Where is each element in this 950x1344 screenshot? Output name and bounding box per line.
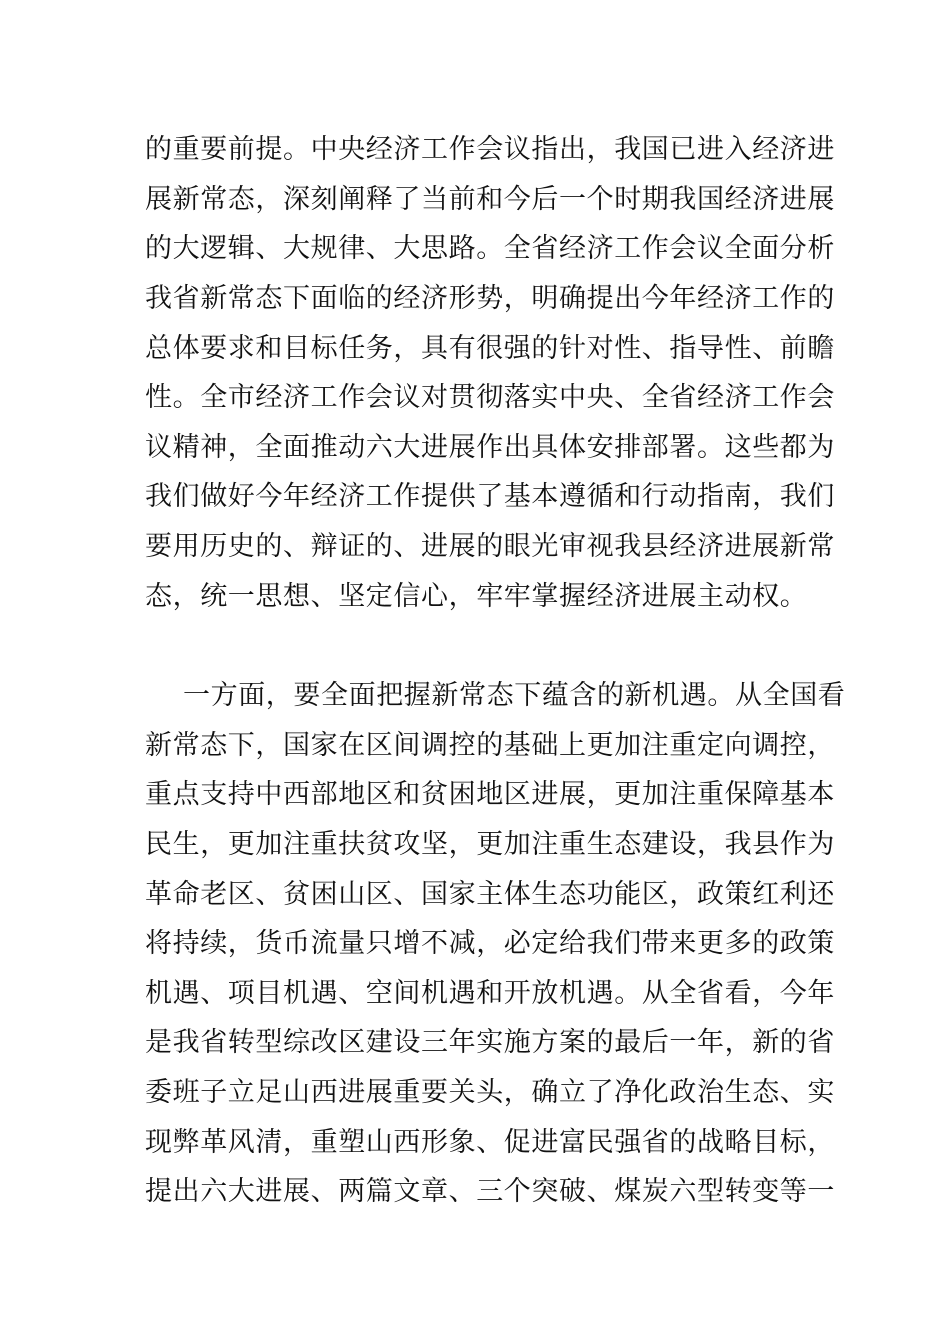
paragraph-1-line: 议精神，全面推动六大进展作出具体安排部署。这些都为 [145, 432, 835, 463]
paragraph-1-line: 我们做好今年经济工作提供了基本遵循和行动指南，我们 [145, 481, 835, 512]
paragraph-2-line: 现弊革风清，重塑山西形象、促进富民强省的战略目标， [145, 1127, 835, 1158]
paragraph-1-line: 性。全市经济工作会议对贯彻落实中央、全省经济工作会 [145, 382, 835, 413]
paragraph-1-line: 的大逻辑、大规律、大思路。全省经济工作会议全面分析 [145, 233, 835, 264]
paragraph-2-line: 提出六大进展、两篇文章、三个突破、煤炭六型转变等一 [145, 1176, 835, 1207]
paragraph-1-line: 展新常态，深刻阐释了当前和今后一个时期我国经济进展 [145, 184, 835, 215]
paragraph-1-line: 要用历史的、辩证的、进展的眼光审视我县经济进展新常 [145, 531, 835, 562]
paragraph-2-line: 机遇、项目机遇、空间机遇和开放机遇。从全省看，今年 [145, 978, 835, 1009]
paragraph-2-line: 革命老区、贫困山区、国家主体生态功能区，政策红利还 [145, 879, 835, 910]
paragraph-1-line: 我省新常态下面临的经济形势，明确提出今年经济工作的 [145, 283, 835, 314]
paragraph-2-line: 重点支持中西部地区和贫困地区进展，更加注重保障基本 [145, 779, 835, 810]
paragraph-1-line: 总体要求和目标任务，具有很强的针对性、指导性、前瞻 [145, 333, 835, 364]
paragraph-1-line: 的重要前提。中央经济工作会议指出，我国已进入经济进 [145, 134, 835, 165]
paragraph-2-line: 将持续，货币流量只增不减，必定给我们带来更多的政策 [145, 928, 835, 959]
paragraph-1-line: 态，统一思想、坚定信心，牢牢掌握经济进展主动权。 [145, 581, 808, 612]
paragraph-2-line: 委班子立足山西进展重要关头，确立了净化政治生态、实 [145, 1077, 835, 1108]
paragraph-2-line: 新常态下，国家在区间调控的基础上更加注重定向调控， [145, 730, 835, 761]
paragraph-2-line: 一方面，要全面把握新常态下蕴含的新机遇。从全国看 [183, 680, 846, 711]
paragraph-2-line: 民生，更加注重扶贫攻坚，更加注重生态建设，我县作为 [145, 829, 835, 860]
paragraph-2-line: 是我省转型综改区建设三年实施方案的最后一年，新的省 [145, 1027, 835, 1058]
